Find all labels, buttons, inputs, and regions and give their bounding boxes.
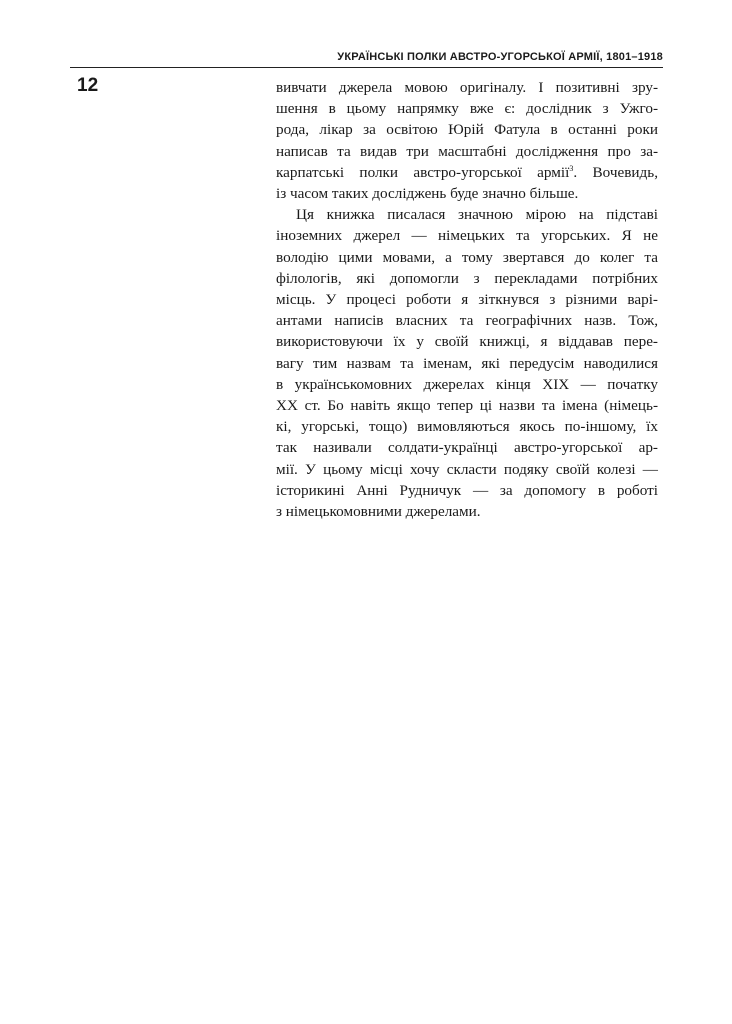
text-line: вивчати джерела мовою оригіналу. І позитивні зру- (276, 79, 658, 96)
running-head: УКРАЇНСЬКІ ПОЛКИ АВСТРО-УГОРСЬКОЇ АРМІЇ, 1801–1918 (337, 51, 663, 63)
text-line: в українськомовних джерелах кінця XIX — початку (276, 375, 658, 393)
text-line-part: . Вочевидь, (573, 163, 658, 181)
text-line: мії. У цьому місці хочу скласти подяку своїй колезі — (276, 460, 658, 478)
text-line: іноземних джерел — німецьких та угорських. Я не (276, 227, 658, 245)
text-line: володію цими мовами, а тому звертався до колег та (276, 248, 658, 266)
text-line: Ця книжка писалася значною мірою на підставі (296, 206, 658, 224)
text-line: так називали солдати-українці австро-угорської ар- (276, 439, 658, 457)
text-line: написав та видав три масштабні дослідження про за- (276, 142, 658, 160)
text-line: XX ст. Бо навіть якщо тепер ці назви та імена (німець- (276, 397, 658, 415)
text-line-part: карпатські полки австро-угорської армії (276, 163, 570, 181)
text-line: історикині Анні Рудничук — за допомогу в роботі (276, 481, 658, 499)
text-line: філологів, які допомогли з перекладами потрібних (276, 269, 658, 287)
body-text (276, 77, 658, 522)
text-line (276, 162, 658, 183)
text-line: рода, лікар за освітою Юрій Фатула в останні роки (276, 121, 658, 139)
paragraph-2 (276, 204, 658, 522)
text-line: із часом таких досліджень буде значно більше. (276, 185, 579, 203)
page-number: 12 (77, 75, 99, 96)
footnote-marker: 3 (569, 163, 574, 173)
paragraph-1 (276, 77, 658, 204)
text-line: з німецькомовними джерелами. (276, 503, 481, 521)
header-rule (70, 67, 663, 68)
text-line: кі, угорські, тощо) вимовляються якось по-іншому, їх (276, 418, 658, 436)
text-line: вагу тим назвам та іменам, які передусім наводилися (276, 354, 658, 372)
text-line: антами написів власних та географічних назв. Тож, (276, 312, 658, 330)
text-line: використовуючи їх у своїй книжці, я віддавав пере- (276, 333, 658, 351)
text-line: шення в цьому напрямку вже є: дослідник з Ужго- (276, 100, 658, 118)
text-line: місць. У процесі роботи я зіткнувся з різними варі- (276, 291, 658, 309)
